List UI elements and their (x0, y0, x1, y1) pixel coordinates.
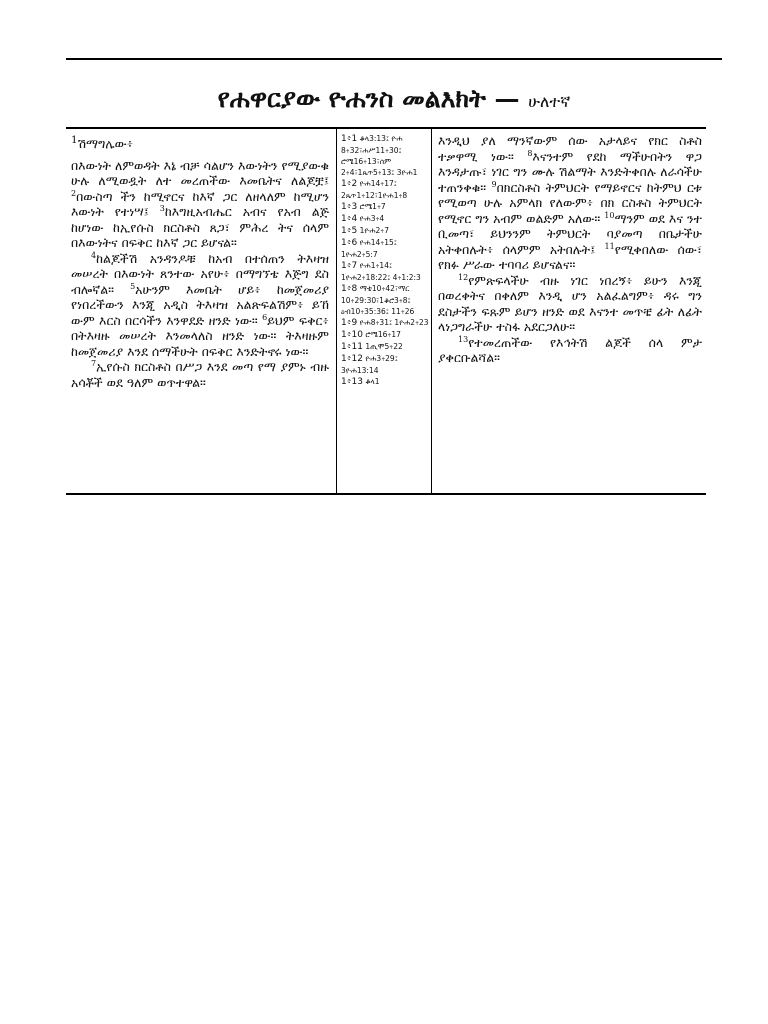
ref-verse: 1፥9 (341, 318, 358, 328)
verse-text: በውስጣ ችን ከሚኖርና ከእኛ ጋር ለዘላለም ከሚሆን እውነት የተነሣ፤ (71, 188, 329, 220)
text-frame (66, 127, 706, 495)
ref-verse: 1፥7 (341, 261, 358, 271)
greeting-line (71, 133, 329, 152)
paragraph-4 (438, 133, 702, 273)
verse-text: በእውነት ለምወዳት እኔ ብቻ ሳልሆን እውነትን የሚያውቁ ሁሉ ለሚወዷት ለተ መረጠችው እመቤትና ለልጆቿ፤ (71, 157, 329, 189)
page-title (66, 84, 722, 117)
verse-number: 9 (491, 179, 497, 189)
verse-number: 11 (604, 241, 615, 251)
verse-number: 5 (130, 281, 136, 291)
verse-number: 12 (458, 272, 469, 282)
ref-list: ሮሜ1፥7 (359, 202, 386, 211)
ref-verse: 1፥6 (341, 238, 358, 248)
verse-text: እንዲህ ያለ ማንኛውም ሰው አታላይና የክር ስቶስ ተቃዋሚ ነው። (438, 133, 702, 164)
paragraph-2 (71, 251, 329, 360)
cross-reference (341, 260, 429, 283)
verse-text: ከእግዚአብሔር አብና የአብ ልጅ ከሆነው ከኢየሱስ ክርስቶስ ጸጋ፣ ምሕረ ትና ሰላም በእውነትና በፍቅር ከእኛ ጋር ይሆናል። (71, 204, 329, 251)
ref-list: ሮሜ16፥17 (365, 330, 401, 339)
verse-text: የሚቀበለው ሰው፣ የክፉ ሥራው ተባባሪ ይሆናልና። (438, 241, 702, 272)
verse-number: 1 (71, 134, 78, 146)
verse-text: የተመረጠችው የእኅትሽ ልጆች ሰላ ምታ ያቀርቡልሻል። (438, 334, 702, 365)
ref-verse: 1፥13 (341, 377, 363, 387)
paragraph-5 (438, 273, 702, 335)
ref-list: ቆላ1 (365, 377, 380, 386)
greeting-text: ሽማግሌው፥ (77, 136, 134, 152)
cross-reference (341, 133, 429, 178)
verse-number: 7 (91, 359, 97, 368)
top-rule (66, 58, 722, 60)
left-text-column (68, 129, 332, 493)
ref-verse: 1፥11 (341, 342, 363, 352)
ref-list: ዮሐ14፥15፤ 1ዮሐ2፥5:7 (341, 238, 397, 259)
verse-number: 13 (458, 334, 469, 344)
paragraph-1 (71, 158, 329, 251)
ref-list: ዮሐ3፥4 (359, 214, 385, 223)
cross-reference (341, 353, 429, 376)
verse-text: ከልጆችሽ አንዳንዶቹ ከአብ በተሰጠን ትእዛዝ መሠረት በእውነት ጸንተው አየሁ፥ በማግኘቴ እጅግ ደስ ብሎኛል። (71, 250, 329, 297)
cross-reference (341, 283, 429, 317)
ref-list: ዮሐ8፥31፤ 1ዮሐ2፥23 (359, 318, 429, 327)
ref-list: 1ዮሐ2፥7 (359, 226, 389, 235)
cross-reference (341, 237, 429, 260)
ref-verse: 1፥12 (341, 354, 363, 364)
verse-text: ኢየሱስ ክርስቶስ በሥጋ እንደ መጣ የማ ያምኑ ብዙ አሳቾች ወደ ዓለም ወጥተዋል። (71, 359, 329, 390)
cross-reference-column (336, 129, 432, 493)
ref-verse: 1፥3 (341, 202, 358, 212)
cross-reference (341, 329, 429, 341)
ref-list: ዮሐ14፥17፤ 2ጴጥ1፥12፣1ዮሐ1፥8 (341, 179, 408, 200)
cross-reference (341, 376, 429, 388)
ref-verse: 1፥4 (341, 214, 358, 224)
verse-number: 4 (91, 250, 97, 260)
ref-verse: 1፥8 (341, 284, 358, 294)
ref-verse: 1፥10 (341, 330, 363, 340)
cross-reference (341, 201, 429, 213)
ref-list: ማቴ10፥42፣ማር 10፥29:30፣1ቆሮ3፥8፤ ዕብ10፥35:36፤ 11፥26 (341, 284, 415, 316)
ref-verse: 1፥2 (341, 179, 358, 189)
cross-reference (341, 317, 429, 329)
ref-list: ዮሐ3፥29፤ 3ዮሐ13:14 (341, 354, 398, 375)
ref-list: ዮሐ1፥14፤ 1ዮሐ2፥18:22፤ 4፥1:2:3 (341, 261, 421, 282)
right-text-column (433, 129, 706, 493)
verse-text: በክርስቶስ ትምህርት የማይኖርና ከትምህ ርቱ የሚወጣ ሁሉ አምላክ የለውም፥ በክ ርስቶስ ትምህርት የሚኖር ግን አብም ወልድም አለው። (438, 179, 702, 226)
cross-reference (341, 341, 429, 353)
verse-number: 3 (159, 204, 165, 213)
verse-text: ማንም ወደ እና ንተ ቢመጣ፣ ይህንንም ትምህርት ባያመጣ በቤታችሁ አትቀበሉት፥ ሰላምም አትበሉት፤ (438, 210, 702, 257)
verse-number: 6 (262, 312, 268, 322)
paragraph-6 (438, 335, 702, 366)
cross-reference (341, 178, 429, 201)
ref-list: 1ጢሞ5፥22 (365, 342, 403, 351)
ref-verse: 1፥1 (341, 134, 358, 144)
ref-verse: 1፥5 (341, 226, 358, 236)
verse-number: 2 (71, 188, 77, 198)
title-text: የሐዋርያው ዮሐንስ መልእክት — (217, 84, 520, 113)
verse-number: 10 (604, 210, 615, 220)
verse-text: እናንተም የደከ ማችሁበትን ዋጋ እንዳታጡ፣ ነገር ግን ሙሉ ሽልማት እንድትቀበሉ ለራሳችሁ ተጠንቀቁ። (438, 148, 702, 195)
ref-list: ቆላ3:13፤ ዮሐ 8፥32፣ሐሥ11፥30፤ ሮሜ16፥13፣ሰም 2፥4፣1ጴጥ5፥13፤ 3ዮሐ1 (341, 134, 418, 177)
title-subtitle: ሁለተኛ (528, 92, 571, 111)
paragraph-3 (71, 359, 329, 390)
verse-text: ይህም ፍቅር፥ በትእዛዙ መሠረት እንመላለስ ዘንድ ነው። ትእዛዙም ከመጀመሪያ እንደ ሰማችሁት በፍቅር እንድትኖሩ ነው። (71, 312, 329, 359)
verse-text: አሁንም እመቤት ሆይ፥ ከመጀመሪያ የነበረችውን እንጂ አዲስ ትእዛዝ አልጽፍልሽም፥ ይኸ ውም እርስ በርሳችን እንዋደድ ዘንድ ነው። (71, 281, 329, 328)
cross-reference (341, 213, 429, 225)
verse-number: 8 (527, 148, 533, 158)
cross-reference (341, 225, 429, 237)
verse-text: የምጽፍላችሁ ብዙ ነገር ነበረኝ፥ ይሁን እንጂ በወረቀትና በቀለም እንዲ ሆን አልፈልግም፥ ዳሩ ግን ደስታችን ፍጹም ይሆን ዘንድ ወደ እናንተ መጥቼ ፊት ለፊት ላነጋግራችሁ ተስፋ አደርጋለሁ። (438, 272, 702, 334)
